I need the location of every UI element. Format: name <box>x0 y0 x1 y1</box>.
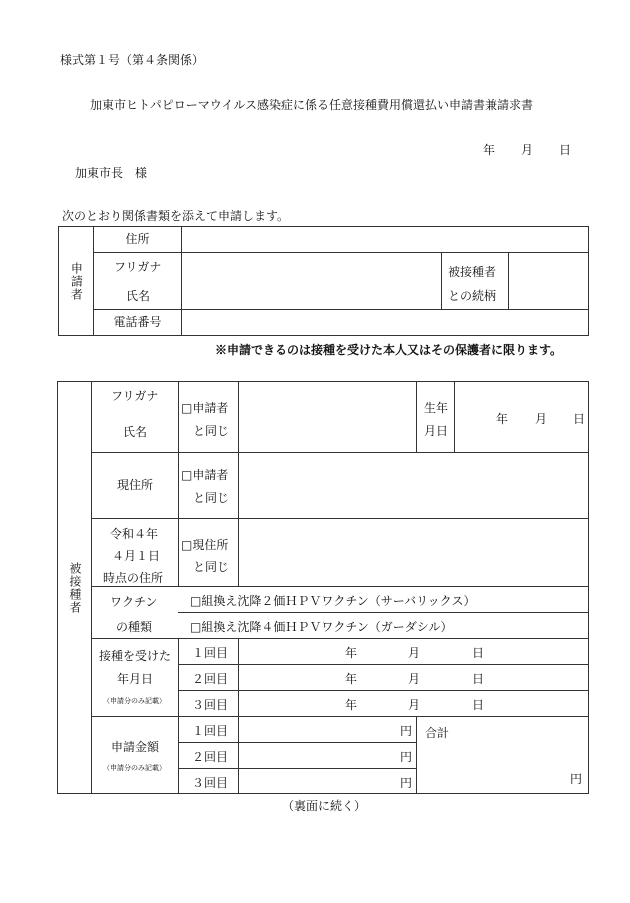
same-as-applicant-text-1: と同じ <box>193 424 230 438</box>
form-number: 様式第１号（第４条関係） <box>60 53 205 67</box>
vacc-date-label-2: 年月日 <box>117 672 154 686</box>
recipient-section-label: 被接種者 <box>67 561 82 614</box>
total-label: 合計 <box>425 726 450 740</box>
relation-field[interactable] <box>509 253 588 309</box>
amount-note: （申請分のみ記載） <box>103 764 166 772</box>
amount-dose-3-label: ３回目 <box>192 776 229 790</box>
same-as-applicant-checkbox-1[interactable]: □申請者 <box>181 401 229 415</box>
dose-1-day: 日 <box>472 646 485 660</box>
total-yen: 円 <box>570 772 583 786</box>
date-month: 月 <box>521 143 534 157</box>
same-as-current-text: と同じ <box>193 560 230 574</box>
date-year: 年 <box>483 143 496 157</box>
dose-3-month: 月 <box>408 698 421 712</box>
applicant-address-label: 住所 <box>125 232 150 247</box>
applicant-address-field[interactable] <box>182 227 588 252</box>
intro-text: 次のとおり関係書類を添えて申請します。 <box>62 209 290 223</box>
dose-2-month: 月 <box>408 672 421 686</box>
birth-label-2: 月日 <box>424 424 449 438</box>
relation-label-2: との続柄 <box>448 289 497 303</box>
dose-1-label: １回目 <box>192 646 229 660</box>
continued-note: （裏面に続く） <box>282 799 367 813</box>
applicant-name-label: 氏名 <box>126 289 151 303</box>
amount-dose-3-yen: 円 <box>400 776 413 790</box>
dose-3-day: 日 <box>472 698 485 712</box>
relation-label-1: 被接種者 <box>448 265 497 279</box>
recipient-furigana-label: フリガナ <box>111 389 159 403</box>
dose-1-month: 月 <box>408 646 421 660</box>
applicant-note: ※申請できるのは接種を受けた本人又はその保護者に限ります。 <box>215 343 563 357</box>
amount-label: 申請金額 <box>111 740 160 754</box>
applicant-furigana-label: フリガナ <box>114 260 162 274</box>
amount-dose-1-yen: 円 <box>400 724 413 738</box>
dose-2-day: 日 <box>472 672 485 686</box>
same-as-applicant-text-2: と同じ <box>193 491 230 505</box>
dose-2-year: 年 <box>345 672 358 686</box>
birth-year: 年 <box>496 412 509 426</box>
amount-dose-1-label: １回目 <box>192 724 229 738</box>
recipient-name-field[interactable] <box>239 382 416 452</box>
r4-address-label-2: ４月１日 <box>112 549 161 563</box>
same-as-current-checkbox[interactable]: □現住所 <box>181 538 229 552</box>
addressee: 加東市長 様 <box>75 166 148 180</box>
r4-address-label-1: 令和４年 <box>110 527 159 541</box>
vaccine-label-2: の種類 <box>116 620 153 634</box>
r4-address-field[interactable] <box>239 519 588 586</box>
r4-address-label-3: 時点の住所 <box>103 571 164 585</box>
recipient-name-label: 氏名 <box>123 425 148 439</box>
dose-2-label: ２回目 <box>192 672 229 686</box>
current-address-label: 現住所 <box>116 478 153 493</box>
page-title: 加東市ヒトパピローマウイルス感染症に係る任意接種費用償還払い申請書兼請求書 <box>90 98 534 112</box>
applicant-section-label: 申請者 <box>69 261 84 301</box>
dose-3-label: ３回目 <box>192 698 229 712</box>
vaccine-option-cervarix[interactable]: □組換え沈降２価ＨＰＶワクチン（サーバリックス） <box>190 594 476 608</box>
date-day: 日 <box>559 143 572 157</box>
vacc-date-label-1: 接種を受けた <box>99 649 172 663</box>
birth-month: 月 <box>535 412 548 426</box>
amount-dose-2-label: ２回目 <box>192 750 229 764</box>
applicant-phone-label: 電話番号 <box>113 315 162 330</box>
vacc-date-note: （申請分のみ記載） <box>103 697 166 705</box>
same-as-applicant-checkbox-2[interactable]: □申請者 <box>181 468 229 482</box>
vaccine-label-1: ワクチン <box>110 595 158 609</box>
amount-dose-2-yen: 円 <box>400 750 413 764</box>
dose-1-year: 年 <box>345 646 358 660</box>
birth-day: 日 <box>573 412 586 426</box>
applicant-phone-field[interactable] <box>182 310 588 335</box>
birth-label-1: 生年 <box>424 401 449 415</box>
vaccine-option-gardasil[interactable]: □組換え沈降４価ＨＰＶワクチン（ガーダシル） <box>190 620 453 634</box>
current-address-field[interactable] <box>239 453 588 518</box>
applicant-name-field[interactable] <box>182 253 441 309</box>
dose-3-year: 年 <box>345 698 358 712</box>
